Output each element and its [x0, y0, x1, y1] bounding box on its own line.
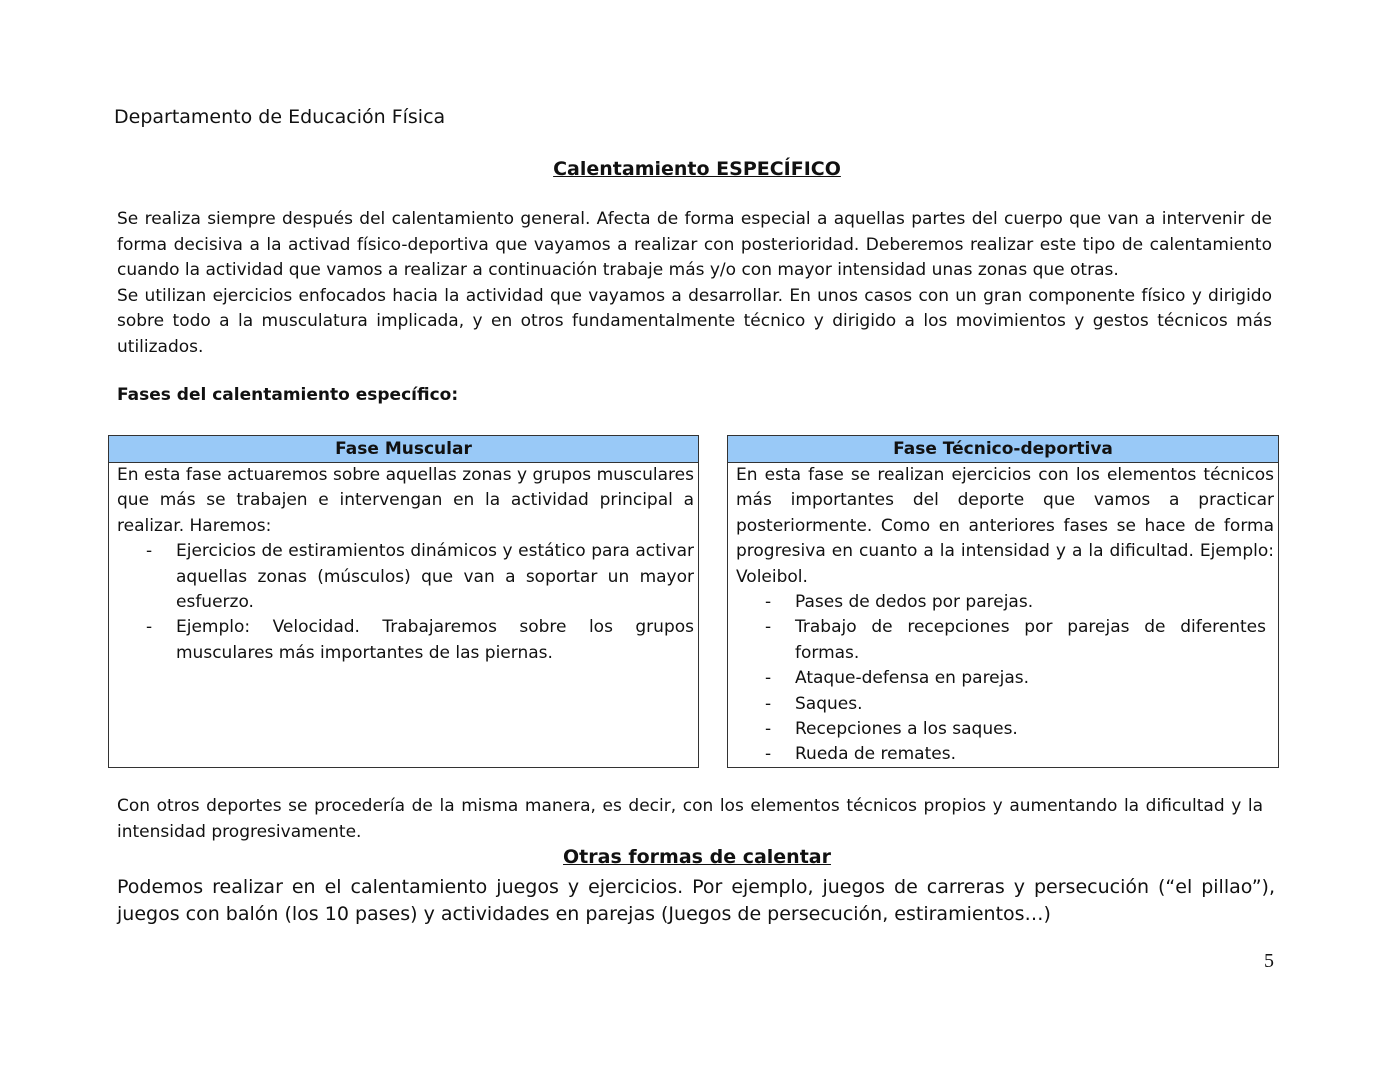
- fase-tecnica-intro: En esta fase se realizan ejercicios con los elementos técnicos más importantes del deporte que vamos a practicar posteriormente. Como en anteriores fases se hace de forma progresiva en cuanto a la intensidad y a la dificultad. Ejemplo: Voleibol.: [736, 465, 1274, 587]
- otras-formas-title: Otras formas de calentar: [563, 846, 831, 868]
- fase-muscular-list: [117, 539, 694, 666]
- fase-tecnica-list: [736, 590, 1274, 768]
- fases-heading: Fases del calentamiento específico:: [117, 385, 459, 405]
- intro-paragraph-1: Se realiza siempre después del calentamiento general. Afecta de forma especial a aquellas partes del cuerpo que van a intervenir de forma decisiva a la activad físico-deportiva que vayamos a realizar con posterioridad. Deberemos realizar este tipo de calentamiento cuando la actividad que vamos a realizar a continuación trabaje más y/o con mayor intensidad unas zonas que otras.: [117, 209, 1272, 281]
- intro-section: [117, 207, 1272, 361]
- list-item: - Ejercicios de estiramientos dinámicos y estático para activar aquellas zonas (músculos) que van a soportar un mayor esfuerzo.: [146, 541, 694, 613]
- fase-tecnica-box: [727, 435, 1279, 768]
- otras-formas-paragraph: Podemos realizar en el calentamiento juegos y ejercicios. Por ejemplo, juegos de carreras y persecución (“el pillao”), juegos con balón (los 10 pases) y actividades en parejas (Juegos de persecución, estiramientos…): [117, 876, 1275, 925]
- fase-muscular-intro: En esta fase actuaremos sobre aquellas zonas y grupos musculares que más se trabajen e intervengan en la actividad principal a realizar. Haremos:: [117, 465, 694, 536]
- fase-muscular-title: Fase Muscular: [109, 436, 698, 463]
- fase-tecnica-title: Fase Técnico-deportiva: [728, 436, 1278, 463]
- list-item: - Saques.: [765, 693, 863, 714]
- intro-paragraph-2: Se utilizan ejercicios enfocados hacia la actividad que vayamos a desarrollar. En unos casos con un gran componente físico y dirigido sobre todo a la musculatura implicada, y en otros fundamentalmente técnico y dirigido a los movimientos y gestos técnicos más utilizados.: [117, 285, 1272, 357]
- fase-tecnica-body: [728, 463, 1278, 768]
- list-item: - Trabajo de recepciones por parejas de diferentes formas.: [765, 617, 1266, 663]
- list-item: - Rueda de remates.: [765, 744, 956, 765]
- page-title: Calentamiento ESPECÍFICO: [553, 158, 841, 180]
- list-item: - Recepciones a los saques.: [765, 719, 1018, 740]
- department-header: Departamento de Educación Física: [114, 106, 446, 128]
- list-item: - Ejemplo: Velocidad. Trabajaremos sobre los grupos musculares más importantes de las piernas.: [146, 617, 694, 663]
- list-item: - Ataque-defensa en parejas.: [765, 668, 1030, 689]
- list-item: - Pases de dedos por parejas.: [765, 592, 1034, 613]
- fase-muscular-body: [109, 463, 698, 666]
- otros-deportes-paragraph: Con otros deportes se procedería de la misma manera, es decir, con los elementos técnicos propios y aumentando la dificultad y la intensidad progresivamente.: [117, 796, 1263, 842]
- fase-muscular-box: [108, 435, 699, 768]
- page-number: 5: [1264, 950, 1274, 972]
